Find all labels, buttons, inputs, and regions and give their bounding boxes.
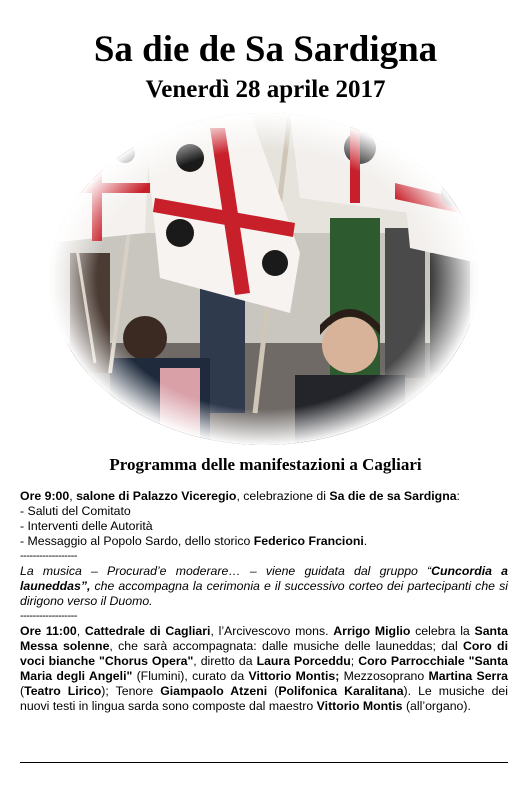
maestro-name: Vittorio Montis — [316, 699, 403, 713]
poster-title: Sa die de Sa Sardigna — [93, 29, 438, 70]
separator: ------------------ — [20, 550, 77, 562]
separator: ------------------ — [20, 610, 77, 622]
director-1: Laura Porceddu — [256, 654, 351, 668]
text-span: ; — [350, 654, 359, 668]
text-span: , diretto da — [193, 654, 257, 668]
group-name: Cuncordia a launeddas”, — [20, 564, 508, 593]
text-span: , — [69, 489, 77, 503]
text-span: . — [363, 534, 368, 548]
place-cathedral: Cattedrale di Cagliari — [84, 624, 211, 638]
text-span: ( — [20, 684, 25, 698]
time-11: Ore 11:00 — [20, 624, 77, 638]
bishop-name: Arrigo Miglio — [333, 624, 411, 638]
text-span: ( — [267, 684, 279, 698]
event-photo — [50, 113, 478, 446]
text-span: Tenore — [108, 684, 161, 698]
text-span: , che sarà accompagnata: dalle musiche delle launeddas; dal — [109, 639, 464, 653]
text-span: ). Le musiche dei nuovi testi in lingua sarda sono composte dal maestro — [20, 684, 508, 713]
event-name: Sa die de sa Sardigna — [329, 489, 457, 503]
singer-2: Giampaolo Atzeni — [160, 684, 268, 698]
place-palazzo: salone di Palazzo Viceregio — [76, 489, 237, 503]
block2-music — [20, 564, 508, 609]
text-span: , — [76, 624, 85, 638]
text-span: celebra la — [410, 624, 475, 638]
text-span: La musica – Procurad’e moderare… – viene guidata dal gruppo “ — [20, 564, 432, 578]
text-span: Mezzosoprano — [339, 669, 429, 683]
mass-name: Santa Messa solenne — [20, 624, 508, 653]
choir-1: Coro di voci bianche "Chorus Opera" — [20, 639, 508, 668]
block3-mass — [20, 624, 508, 714]
director-2: Vittorio Montis; — [248, 669, 340, 683]
historian-name: Federico Francioni — [253, 534, 364, 548]
ensemble-name: Polifonica Karalitana — [278, 684, 404, 698]
text-span: (all’organo). — [402, 699, 471, 713]
theatre-name: Teatro Lirico — [24, 684, 102, 698]
text-span: (Flumini), curato da — [132, 669, 249, 683]
singer-1: Martina Serra — [428, 669, 508, 683]
bottom-divider — [20, 762, 508, 763]
time-9: Ore 9:00 — [20, 489, 70, 503]
text-span: : — [456, 489, 460, 503]
text-span: che accompagna la cerimonia e il successivo corteo dei partecipanti che si dirigono verso il Duomo. — [20, 579, 508, 608]
choir-2: Coro Parrocchiale "Santa Maria degli Angeli" — [20, 654, 509, 683]
program-content — [20, 489, 508, 714]
event-date: Venerdì 28 aprile 2017 — [145, 76, 386, 103]
text-span: , celebrazione di — [236, 489, 330, 503]
block1-intro — [20, 489, 508, 504]
program-heading: Programma delle manifestazioni a Cagliari — [109, 455, 422, 474]
list-item: - Saluti del Comitato — [20, 504, 131, 518]
text-span: - Messaggio al Popolo Sardo, dello storico — [20, 534, 254, 548]
text-span: , l’Arcivescovo mons. — [210, 624, 334, 638]
text-span: ); — [101, 684, 109, 698]
list-item — [20, 534, 508, 549]
list-item: - Interventi delle Autorità — [20, 519, 153, 533]
